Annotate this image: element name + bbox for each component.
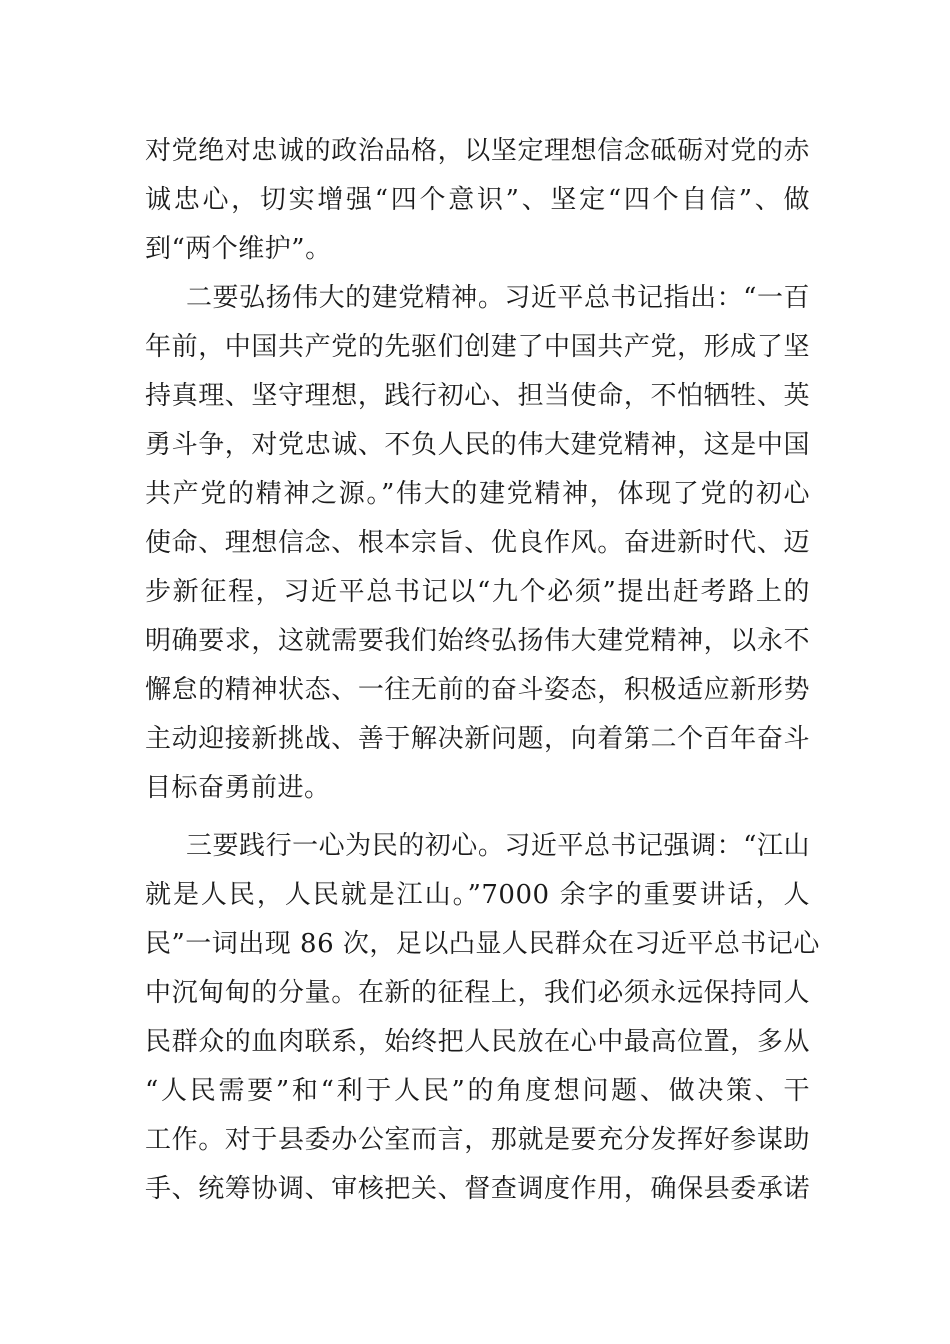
text-line: 对党绝对忠诚的政治品格，以坚定理想信念砥砺对党的赤 [145, 136, 810, 166]
text-line: 就是人民，人民就是江山。”7000 余字的重要讲话，人 [145, 880, 810, 910]
text-line: 民”一词出现 86 次，足以凸显人民群众在习近平总书记心 [145, 929, 820, 959]
text-line: 勇斗争，对党忠诚、不负人民的伟大建党精神，这是中国 [145, 430, 810, 460]
text-line: 工作。对于县委办公室而言，那就是要充分发挥好参谋助 [145, 1125, 810, 1155]
text-line: 目标奋勇前进。 [145, 773, 331, 803]
text-line: 共产党的精神之源。”伟大的建党精神，体现了党的初心 [145, 479, 810, 509]
text-line: 诚忠心，切实增强“四个意识”、坚定“四个自信”、做 [145, 185, 810, 215]
text-line: 民群众的血肉联系，始终把人民放在心中最高位置，多从 [145, 1027, 810, 1057]
text-line: 到“两个维护”。 [145, 234, 332, 264]
paragraph-first-line: 三要践行一心为民的初心。习近平总书记强调：“江山 [186, 831, 810, 861]
text-line: 主动迎接新挑战、善于解决新问题，向着第二个百年奋斗 [145, 724, 810, 754]
paragraph-first-line: 二要弘扬伟大的建党精神。习近平总书记指出：“一百 [186, 283, 810, 313]
text-line: 明确要求，这就需要我们始终弘扬伟大建党精神，以永不 [145, 626, 810, 656]
text-line: 持真理、坚守理想，践行初心、担当使命，不怕牺牲、英 [145, 381, 810, 411]
text-line: 使命、理想信念、根本宗旨、优良作风。奋进新时代、迈 [145, 528, 810, 558]
text-line: 年前，中国共产党的先驱们创建了中国共产党，形成了坚 [145, 332, 810, 362]
text-line: 懈怠的精神状态、一往无前的奋斗姿态，积极适应新形势 [145, 675, 810, 705]
text-line: 步新征程，习近平总书记以“九个必须”提出赶考路上的 [145, 577, 810, 607]
text-line: 中沉甸甸的分量。在新的征程上，我们必须永远保持同人 [145, 978, 810, 1008]
text-line: “人民需要”和“利于人民”的角度想问题、做决策、干 [145, 1076, 810, 1106]
text-line: 手、统筹协调、审核把关、督查调度作用，确保县委承诺 [145, 1174, 810, 1204]
